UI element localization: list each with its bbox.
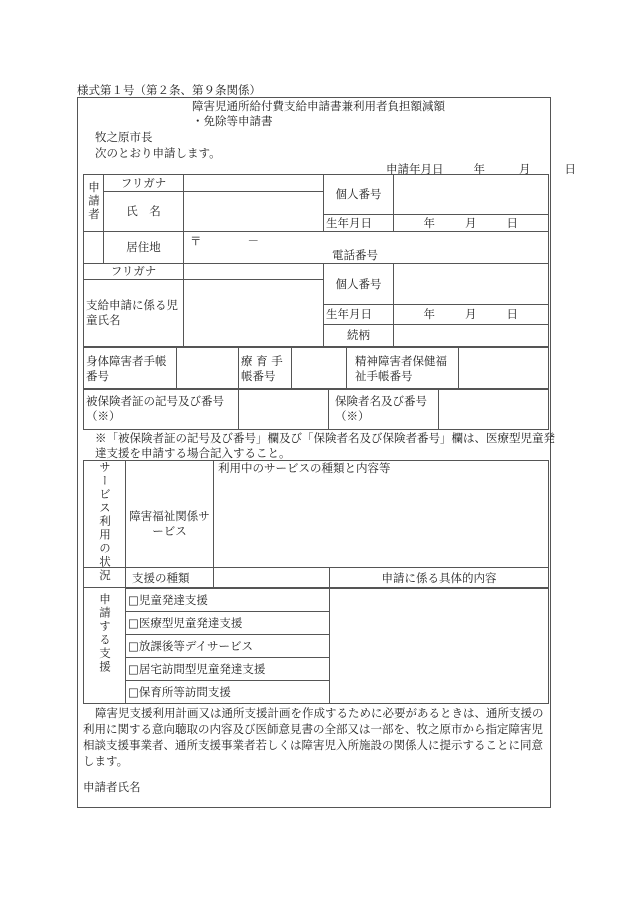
insured-number-label: 被保険者証の記号及び番号（※） [84, 389, 239, 430]
applicant-address-label: 居住地 [104, 232, 184, 264]
child-birth-field[interactable] [394, 305, 549, 325]
applicant-blank [84, 232, 104, 264]
phone-label: 電話番号 [332, 248, 378, 262]
child-furigana-label: フリガナ [84, 264, 184, 280]
welfare-service-label: 障害福祉関係サービス [126, 461, 214, 588]
support-type-header: 支援の種類 [126, 568, 330, 589]
support-option-home-visit-child-development[interactable]: □居宅訪問型児童発達支援 [126, 658, 330, 681]
service-status-group-label: サービス利用の状況 [84, 461, 126, 588]
applicant-name-field[interactable] [184, 192, 324, 232]
day-unit: 日 [564, 162, 576, 176]
support-content-header: 申請に係る具体的内容 [330, 568, 549, 589]
child-relation-field[interactable] [394, 325, 549, 347]
applicant-address-field[interactable] [184, 232, 549, 264]
child-name-label: 支給申請に係る児童氏名 [84, 280, 184, 347]
child-furigana-field[interactable] [184, 264, 324, 280]
form-label: 様式第１号（第２条、第９条関係） [77, 83, 261, 97]
insurer-label: 保険者名及び番号（※） [329, 389, 439, 430]
applicant-name-label: 氏 名 [104, 192, 184, 232]
consent-text: 障害児支援利用計画又は通所支援計画を作成するために必要があるときは、通所支援の利用に関する意向聴取の内容及び医師意見書の全部又は一部を、牧之原市から指定障害児相談支援事業者、通所支援事業者若しくは障害児入所施設の関係人に提示することに同意します。 [83, 706, 544, 768]
applicant-birth-day: 日 [506, 215, 518, 230]
applicant-birth-year: 年 [423, 215, 435, 230]
form-title-line2: ・免除等申請書 [192, 114, 273, 128]
mental-handbook-label: 精神障害者保健福祉手帳番号 [347, 348, 459, 390]
applicant-birth-month: 月 [465, 215, 477, 230]
month-unit: 月 [519, 162, 531, 176]
insured-number-field[interactable] [239, 389, 329, 430]
addressee: 牧之原市長 [95, 130, 153, 144]
applicant-birth-field[interactable] [394, 215, 549, 232]
form-title-line1: 障害児通所給付費支給申請書兼利用者負担額減額 [192, 99, 445, 113]
child-birth-year: 年 [423, 307, 435, 321]
child-name-field[interactable] [184, 280, 324, 347]
applicant-personal-number-field[interactable] [394, 175, 549, 215]
child-personal-number-field[interactable] [394, 264, 549, 305]
ryoiku-handbook-label: 療 育 手帳番号 [239, 348, 292, 390]
physical-handbook-field[interactable] [177, 348, 239, 390]
applicant-furigana-label: フリガナ [104, 175, 184, 192]
applicant-birth-label: 生年月日 [324, 215, 394, 232]
insurance-note: ※「被保険者証の記号及び番号」欄及び「保険者名及び保険者番号」欄は、医療型児童発達支援を申請する場合記入すること。 [95, 431, 555, 460]
support-group-label: 申請する支援 [84, 568, 126, 704]
physical-handbook-label: 身体障害者手帳番号 [84, 348, 177, 390]
applicant-table [83, 174, 549, 347]
year-unit: 年 [473, 162, 485, 176]
applicant-personal-number-label: 個人番号 [324, 175, 394, 215]
support-option-after-school-day-service[interactable]: □放課後等デイサービス [126, 635, 330, 658]
support-option-child-development[interactable]: □児童発達支援 [126, 589, 330, 612]
child-birth-label: 生年月日 [324, 305, 394, 325]
signature-label: 申請者氏名 [83, 780, 141, 794]
ryoiku-handbook-field[interactable] [292, 348, 347, 390]
application-date-label: 申請年月日 [386, 162, 444, 176]
insurer-field[interactable] [439, 389, 549, 430]
support-content-field[interactable] [330, 589, 549, 704]
child-birth-month: 月 [465, 307, 477, 321]
current-service-header: 利用中のサービスの種類と内容等 [218, 461, 391, 475]
postal-mark: 〒 － [190, 234, 259, 248]
support-table [83, 567, 549, 704]
intro-text: 次のとおり申請します。 [95, 146, 221, 160]
support-option-medical-child-development[interactable]: □医療型児童発達支援 [126, 612, 330, 635]
child-personal-number-label: 個人番号 [324, 264, 394, 305]
insurance-table [83, 388, 549, 430]
support-option-nursery-visit-support[interactable]: □保育所等訪問支援 [126, 681, 330, 704]
child-birth-day: 日 [506, 307, 518, 321]
applicant-group-label: 申請者 [84, 175, 104, 232]
handbook-table [83, 347, 549, 390]
mental-handbook-field[interactable] [459, 348, 549, 390]
applicant-furigana-field[interactable] [184, 175, 324, 192]
child-relation-label: 続柄 [324, 325, 394, 347]
